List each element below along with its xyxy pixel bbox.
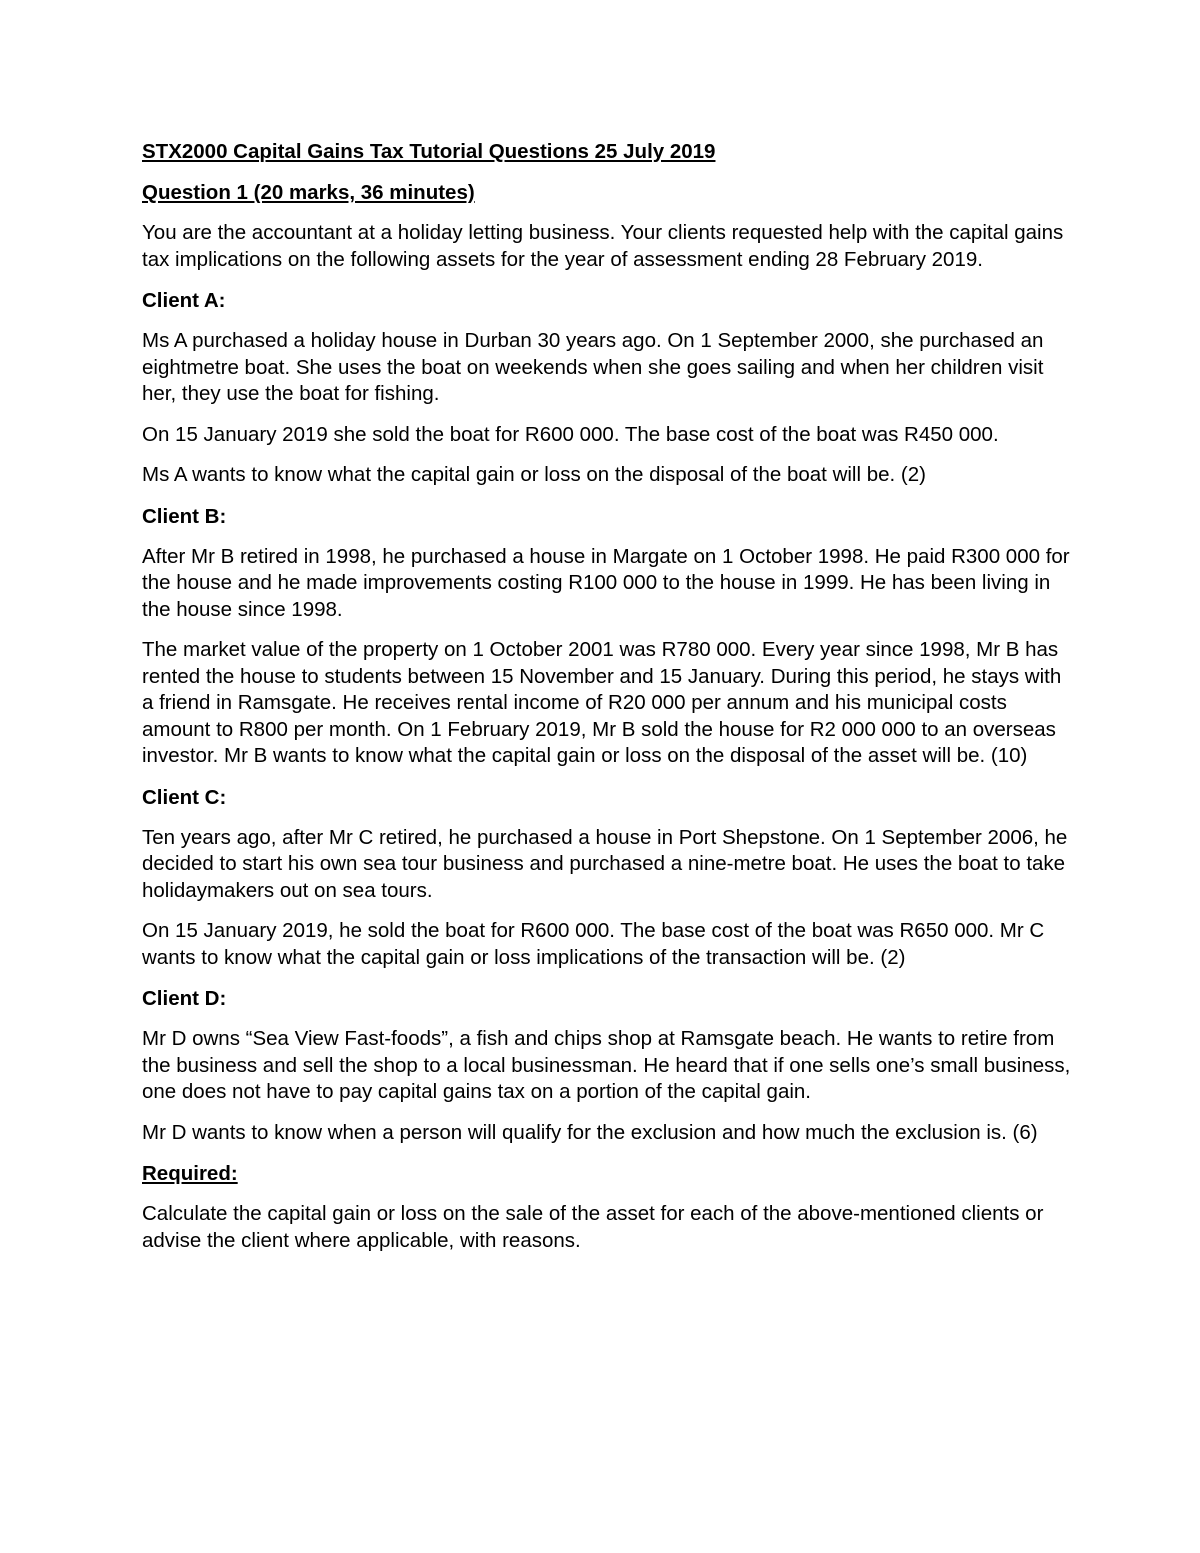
document-title: STX2000 Capital Gains Tax Tutorial Questions 25 July 2019 — [142, 140, 716, 163]
client-a-heading: Client A: — [142, 289, 226, 312]
client-c-paragraph-1: Ten years ago, after Mr C retired, he purchased a house in Port Shepstone. On 1 September 2006, he decided to start his own sea tour business and purchased a nine-metre boat. He uses the boat to take holidaymakers out on sea tours. — [142, 825, 1068, 902]
client-a-paragraph-1: Ms A purchased a holiday house in Durban 30 years ago. On 1 September 2000, she purchased an eightmetre boat. She uses the boat on weekends when she goes sailing and when her children visit her, they use the boat for fishing. — [142, 329, 1044, 405]
client-c-heading: Client C: — [142, 785, 227, 809]
client-d-paragraph-1: Mr D owns “Sea View Fast-foods”, a fish and chips shop at Ramsgate beach. He wants to retire from the business and sell the shop to a local businessman. He heard that if one sells one’s small business, one does not have to pay capital gains tax on a portion of the capital gain. — [142, 1027, 1071, 1103]
client-b-heading: Client B: — [142, 504, 227, 528]
intro-paragraph: You are the accountant at a holiday letting business. Your clients requested help with the capital gains tax implications on the following assets for the year of assessment ending 28 February 2019. — [142, 221, 1064, 271]
client-c-paragraph-2: On 15 January 2019, he sold the boat for R600 000. The base cost of the boat was R650 000. Mr C wants to know what the capital gain or loss implications of the transaction will be. (2) — [142, 919, 1045, 969]
question-title: Question 1 (20 marks, 36 minutes) — [142, 181, 475, 204]
required-paragraph: Calculate the capital gain or loss on the sale of the asset for each of the above-mentioned clients or advise the client where applicable, with reasons. — [142, 1202, 1044, 1252]
client-b-paragraph-1: After Mr B retired in 1998, he purchased a house in Margate on 1 October 1998. He paid R300 000 for the house and he made improvements costing R100 000 to the house in 1999. He has been living in the house since 1998. — [142, 544, 1070, 621]
client-c-section — [142, 784, 1072, 972]
client-b-paragraph-2: The market value of the property on 1 October 2001 was R780 000. Every year since 1998, Mr B has rented the house to students between 15 November and 15 January. During this period, he stays with a friend in Ramsgate. He receives rental income of R20 000 per annum and his municipal costs amount to R800 per month. On 1 February 2019, Mr B sold the house for R2 000 000 to an overseas investor. Mr B wants to know what the capital gain or loss on the disposal of the asset will be. (10) — [142, 638, 1062, 767]
required-heading: Required: — [142, 1162, 238, 1185]
client-d-section — [142, 985, 1072, 1146]
client-d-heading: Client D: — [142, 987, 227, 1010]
client-d-paragraph-2: Mr D wants to know when a person will qualify for the exclusion and how much the exclusion is. (6) — [142, 1120, 1038, 1144]
client-a-section — [142, 287, 1072, 489]
document-page — [142, 138, 1072, 1268]
client-a-paragraph-3: Ms A wants to know what the capital gain or loss on the disposal of the boat will be. (2) — [142, 463, 926, 486]
client-b-section — [142, 503, 1072, 770]
client-a-paragraph-2: On 15 January 2019 she sold the boat for R600 000. The base cost of the boat was R450 000. — [142, 422, 999, 446]
